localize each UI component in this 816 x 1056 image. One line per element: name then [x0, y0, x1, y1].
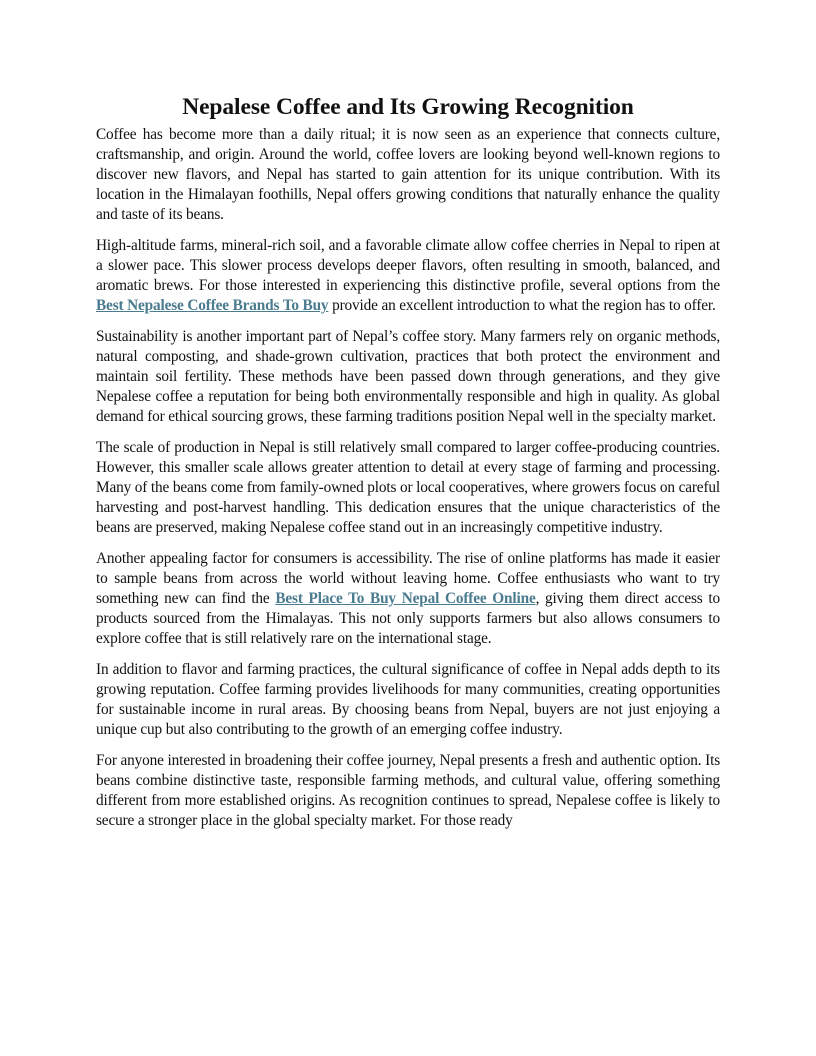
best-place-to-buy-nepal-coffee-link[interactable]: Best Place To Buy Nepal Coffee Online [275, 590, 536, 607]
paragraph-text-after-link: provide an excellent introduction to what the region has to offer. [328, 297, 716, 314]
paragraph-text-before-link: High-altitude farms, mineral-rich soil, and a favorable climate allow coffee cherries in Nepal to ripen at a slower pace. This slower process develops deeper flavors, often resulting in smooth, balanced, and aromatic brews. For those interested in experiencing this distinctive profile, several options from the [96, 237, 720, 294]
paragraph-scale-of-production: The scale of production in Nepal is still relatively small compared to larger coffee-producing countries. However, this smaller scale allows greater attention to detail at every stage of farming and processing. Many of the beans come from family-owned plots or local cooperatives, where growers focus on careful harvesting and post-harvest handling. This dedication ensures that the unique characteristics of the beans are preserved, making Nepalese coffee stand out in an increasingly competitive industry. [96, 439, 720, 536]
paragraph-high-altitude [96, 236, 720, 316]
paragraph-text-before-link: Another appealing factor for consumers is accessibility. The rise of online platforms has made it easier to sample beans from across the world without leaving home. Coffee enthusiasts who want to try something new can find the [96, 550, 720, 607]
document-title: Nepalese Coffee and Its Growing Recognition [182, 94, 634, 120]
best-nepalese-coffee-brands-link[interactable]: Best Nepalese Coffee Brands To Buy [96, 297, 329, 314]
paragraph-intro: Coffee has become more than a daily ritual; it is now seen as an experience that connects culture, craftsmanship, and origin. Around the world, coffee lovers are looking beyond well-known regions to discover new flavors, and Nepal has started to gain attention for its unique contribution. With its location in the Himalayan foothills, Nepal offers growing conditions that naturally enhance the quality and taste of its beans. [96, 126, 720, 223]
paragraph-cultural-significance: In addition to flavor and farming practices, the cultural significance of coffee in Nepal adds depth to its growing reputation. Coffee farming provides livelihoods for many communities, creating opportunities for sustainable income in rural areas. By choosing beans from Nepal, buyers are not just enjoying a unique cup but also contributing to the growth of an emerging coffee industry. [96, 661, 720, 738]
paragraph-accessibility [96, 549, 720, 649]
paragraph-conclusion: For anyone interested in broadening their coffee journey, Nepal presents a fresh and authentic option. Its beans combine distinctive taste, responsible farming methods, and cultural value, offering something different from more established origins. As recognition continues to spread, Nepalese coffee is likely to secure a stronger place in the global specialty market. For those ready [96, 752, 720, 829]
document-page [96, 92, 720, 842]
paragraph-sustainability: Sustainability is another important part of Nepal’s coffee story. Many farmers rely on organic methods, natural composting, and shade-grown cultivation, practices that both protect the environment and maintain soil fertility. These methods have been passed down through generations, and they give Nepalese coffee a reputation for being both environmentally responsible and high in quality. As global demand for ethical sourcing grows, these farming traditions position Nepal well in the specialty market. [96, 328, 720, 425]
paragraph-text-after-link: , giving them direct access to products sourced from the Himalayas. This not only supports farmers but also allows consumers to explore coffee that is still relatively rare on the international stage. [96, 590, 720, 647]
